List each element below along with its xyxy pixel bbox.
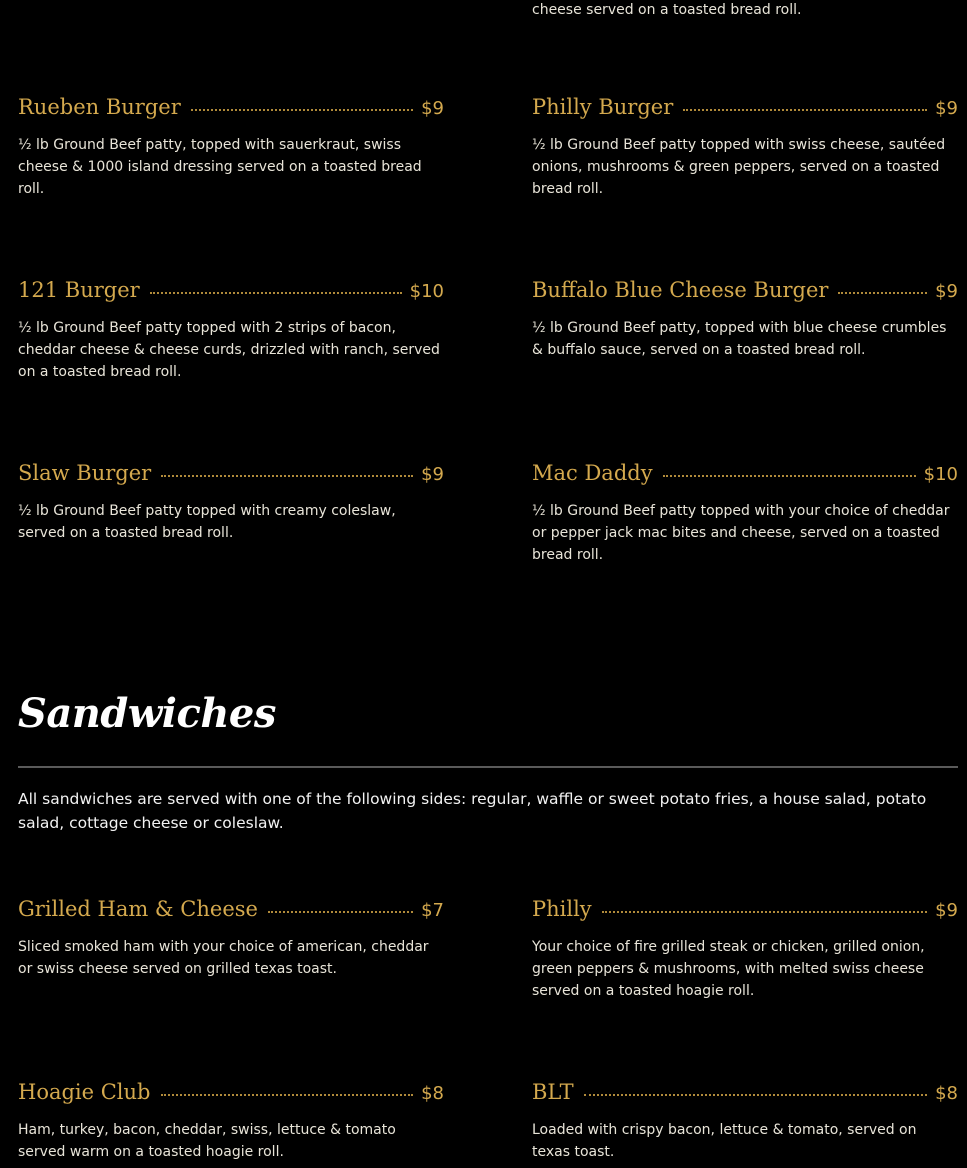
dotted-leader [584, 1094, 927, 1096]
menu-item-hoagie-club [18, 1080, 444, 1163]
dotted-leader [150, 292, 402, 294]
item-name: Mac Daddy [532, 461, 653, 485]
item-header [532, 1080, 958, 1110]
item-price: $10 [409, 281, 444, 302]
item-header [532, 461, 958, 491]
item-header [532, 897, 958, 927]
item-description: Ham, turkey, bacon, cheddar, swiss, lettuce & tomato served warm on a toasted hoagie roll. [18, 1122, 396, 1160]
dotted-leader [602, 911, 927, 913]
item-header [532, 278, 958, 308]
item-header [18, 897, 444, 927]
item-header [18, 1080, 444, 1110]
item-header [532, 95, 958, 125]
item-description-partial: cheese served on a toasted bread roll. [532, 2, 802, 18]
dotted-leader [683, 109, 927, 111]
item-price: $8 [421, 1083, 444, 1104]
item-header [18, 278, 444, 308]
item-header [18, 461, 444, 491]
item-description: ½ lb Ground Beef patty topped with swiss cheese, sautéed onions, mushrooms & green peppers, served on a toasted bread roll. [532, 137, 946, 197]
item-price: $9 [935, 900, 958, 921]
item-price: $9 [421, 98, 444, 119]
item-name: Grilled Ham & Cheese [18, 897, 258, 921]
item-description: ½ lb Ground Beef patty topped with 2 strips of bacon, cheddar cheese & cheese curds, drizzled with ranch, served on a toasted bread roll. [18, 320, 440, 380]
item-description: Sliced smoked ham with your choice of american, cheddar or swiss cheese served on grilled texas toast. [18, 939, 429, 977]
item-header [18, 95, 444, 125]
menu-item-blt [532, 1080, 958, 1163]
item-name: BLT [532, 1080, 574, 1104]
dotted-leader [191, 109, 413, 111]
item-price: $9 [421, 464, 444, 485]
item-description: ½ lb Ground Beef patty topped with your choice of cheddar or pepper jack mac bites and cheese, served on a toasted bread roll. [532, 503, 950, 563]
item-name: Rueben Burger [18, 95, 181, 119]
item-price: $7 [421, 900, 444, 921]
item-name: Philly Burger [532, 95, 674, 119]
item-name: Philly [532, 897, 592, 921]
menu-item-121-burger [18, 278, 444, 383]
item-price: $8 [935, 1083, 958, 1104]
section-note: All sandwiches are served with one of the following sides: regular, waffle or sweet potato fries, a house salad, potato salad, cottage cheese or coleslaw. [18, 790, 927, 832]
menu-item-grilled-ham-cheese [18, 897, 444, 980]
menu-item-philly-burger [532, 95, 958, 200]
menu-item-mac-daddy [532, 461, 958, 566]
item-price: $9 [935, 281, 958, 302]
item-name: Slaw Burger [18, 461, 152, 485]
item-name: Hoagie Club [18, 1080, 151, 1104]
menu-item-philly [532, 897, 958, 1002]
item-price: $10 [923, 464, 958, 485]
section-title-sandwiches: Sandwiches [18, 690, 276, 737]
menu-item-rueben-burger [18, 95, 444, 200]
item-name: 121 Burger [18, 278, 140, 302]
item-description: ½ lb Ground Beef patty topped with creamy coleslaw, served on a toasted bread roll. [18, 503, 396, 541]
menu-item-buffalo-blue-cheese-burger [532, 278, 958, 361]
dotted-leader [838, 292, 927, 294]
item-description: ½ lb Ground Beef patty, topped with blue cheese crumbles & buffalo sauce, served on a toasted bread roll. [532, 320, 947, 358]
item-name: Buffalo Blue Cheese Burger [532, 278, 829, 302]
item-price: $9 [935, 98, 958, 119]
dotted-leader [161, 1094, 414, 1096]
section-divider [18, 766, 958, 768]
menu-item-slaw-burger [18, 461, 444, 544]
dotted-leader [268, 911, 413, 913]
dotted-leader [663, 475, 916, 477]
item-description: ½ lb Ground Beef patty, topped with sauerkraut, swiss cheese & 1000 island dressing served on a toasted bread roll. [18, 137, 422, 197]
item-description: Loaded with crispy bacon, lettuce & tomato, served on texas toast. [532, 1122, 917, 1160]
item-description: Your choice of fire grilled steak or chicken, grilled onion, green peppers & mushrooms, with melted swiss cheese served on a toasted hoagie roll. [532, 939, 925, 999]
dotted-leader [161, 475, 413, 477]
